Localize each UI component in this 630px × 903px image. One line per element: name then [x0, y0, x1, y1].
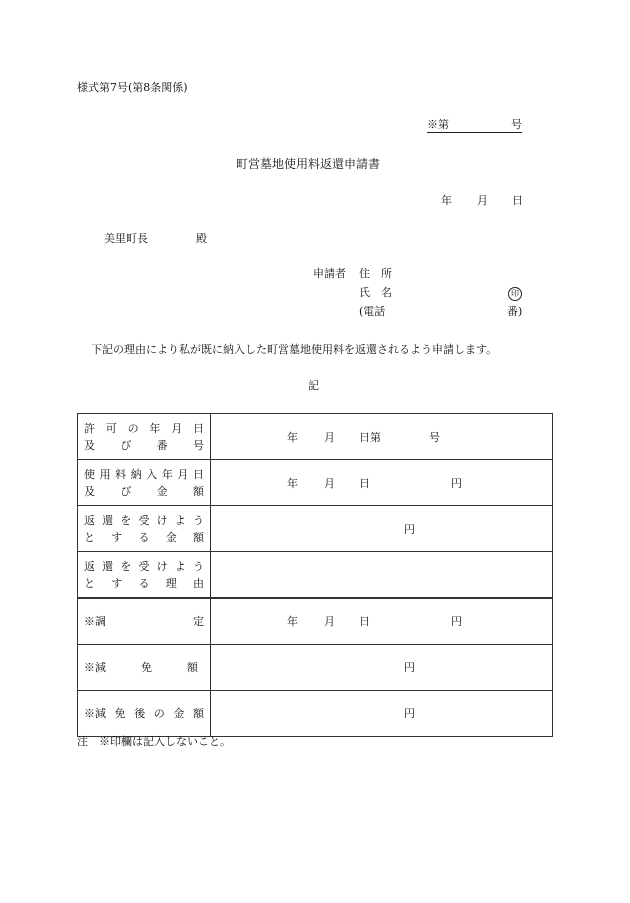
- table-row: [78, 460, 553, 506]
- row-label: ※調 定: [78, 598, 211, 644]
- row-label: ※減 免 後 の 金 額: [78, 690, 211, 736]
- date-year: 年: [441, 194, 452, 207]
- addressee-honorific: 殿: [196, 232, 207, 245]
- row-label: ※減 免 額: [78, 644, 211, 690]
- form-number: 様式第7号(第8条関係): [77, 81, 188, 94]
- date-day: 日: [512, 194, 523, 207]
- body-text: 下記の理由により私が既に納入した町営墓地使用料を返還されるよう申請します。: [91, 343, 498, 356]
- document-title: 町営墓地使用料返還申請書: [236, 157, 381, 171]
- row-value[interactable]: 円: [211, 690, 553, 736]
- table-row: [78, 598, 553, 644]
- table-row: [78, 690, 553, 736]
- row-label: 返 還 を 受 け よ う と す る 金 額: [78, 506, 211, 552]
- phone-open: (電話: [359, 305, 386, 318]
- row-value[interactable]: 年 月 日 円: [211, 598, 553, 644]
- seal-mark: [508, 286, 522, 301]
- table-row: [78, 506, 553, 552]
- phone-close: 番): [507, 305, 523, 318]
- table-row: [78, 552, 553, 599]
- reference-suffix: 号: [511, 118, 522, 131]
- row-label: 使 用 料 納 入 年 月 日 及 び 金 額: [78, 460, 211, 506]
- footnote: 注 ※印欄は記入しないこと。: [77, 735, 231, 748]
- row-label: 返 還 を 受 け よ う と す る 理 由: [78, 552, 211, 599]
- application-table: [77, 413, 553, 737]
- row-label: 許 可 の 年 月 日 及 び 番 号: [78, 414, 211, 460]
- addressee-name: 美里町長: [104, 232, 148, 245]
- row-value[interactable]: 円: [211, 644, 553, 690]
- seal-icon: 印: [508, 287, 522, 301]
- row-value[interactable]: 円: [211, 506, 553, 552]
- ki-heading: 記: [308, 379, 319, 392]
- applicant-label: 申請者: [313, 267, 346, 280]
- reference-prefix: ※第: [427, 118, 449, 131]
- date-month: 月: [477, 194, 488, 207]
- table-row: [78, 644, 553, 690]
- row-value[interactable]: [211, 552, 553, 599]
- table-row: [78, 414, 553, 460]
- row-value[interactable]: 年 月 日第 号: [211, 414, 553, 460]
- row-value[interactable]: 年 月 日 円: [211, 460, 553, 506]
- address-label: 住 所: [359, 267, 392, 280]
- reference-number: [427, 118, 522, 133]
- name-label: 氏 名: [359, 286, 392, 299]
